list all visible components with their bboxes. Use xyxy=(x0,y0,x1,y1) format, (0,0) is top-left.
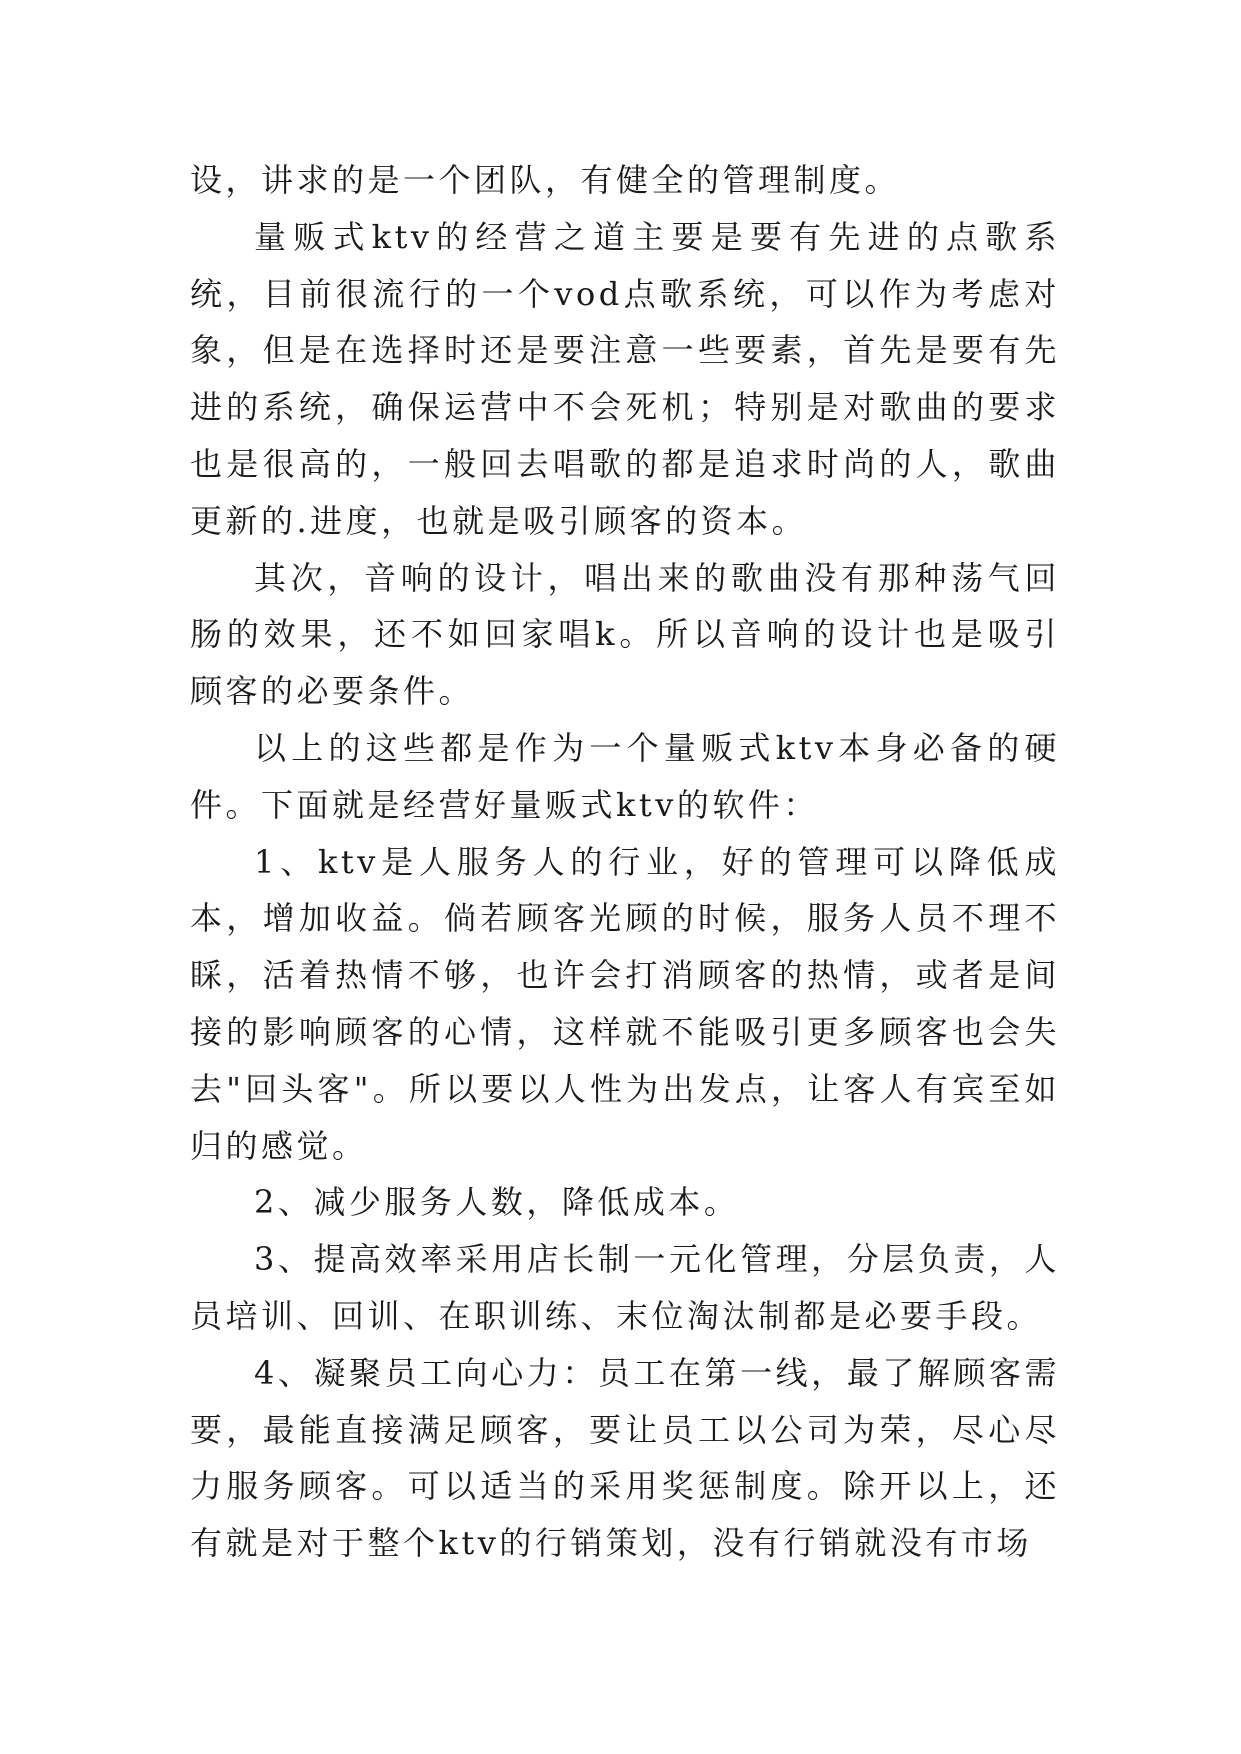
document-body xyxy=(190,152,1060,1572)
list-item-2: 2、减少服务人数，降低成本。 xyxy=(254,1183,740,1222)
paragraph-hardware-summary: 以上的这些都是作为一个量贩式ktv本身必备的硬件。下面就是经营好量贩式ktv的软件： xyxy=(190,728,1060,824)
list-item-4: 4、凝聚员工向心力：员工在第一线，最了解顾客需要，最能直接满足顾客，要让员工以公司为荣，尽心尽力服务顾客。可以适当的采用奖惩制度。除开以上，还有就是对于整个ktv的行销策划，没有行销就没有市场 xyxy=(190,1353,1060,1563)
paragraph-audio-design: 其次，音响的设计，唱出来的歌曲没有那种荡气回肠的效果，还不如回家唱k。所以音响的设计也是吸引顾客的必要条件。 xyxy=(190,558,1060,711)
paragraph-continuation: 设，讲求的是一个团队，有健全的管理制度。 xyxy=(190,161,901,199)
list-item-3: 3、提高效率采用店长制一元化管理，分层负责，人员培训、回训、在职训练、末位淘汰制都是必要手段。 xyxy=(190,1240,1060,1335)
paragraph-song-system: 量贩式ktv的经营之道主要是要有先进的点歌系统，目前很流行的一个vod点歌系统，可以作为考虑对象，但是在选择时还是要注意一些要素，首先是要有先进的系统，确保运营中不会死机；特别是对歌曲的要求也是很高的，一般回去唱歌的都是追求时尚的人，歌曲更新的.进度，也就是吸引顾客的资本。 xyxy=(190,217,1060,540)
list-item-1: 1、ktv是人服务人的行业，好的管理可以降低成本，增加收益。倘若顾客光顾的时候，服务人员不理不睬，活着热情不够，也许会打消顾客的热情，或者是间接的影响顾客的心情，这样就不能吸引更多顾客也会失去"回头客"。所以要以人性为出发点，让客人有宾至如归的感觉。 xyxy=(190,842,1060,1165)
